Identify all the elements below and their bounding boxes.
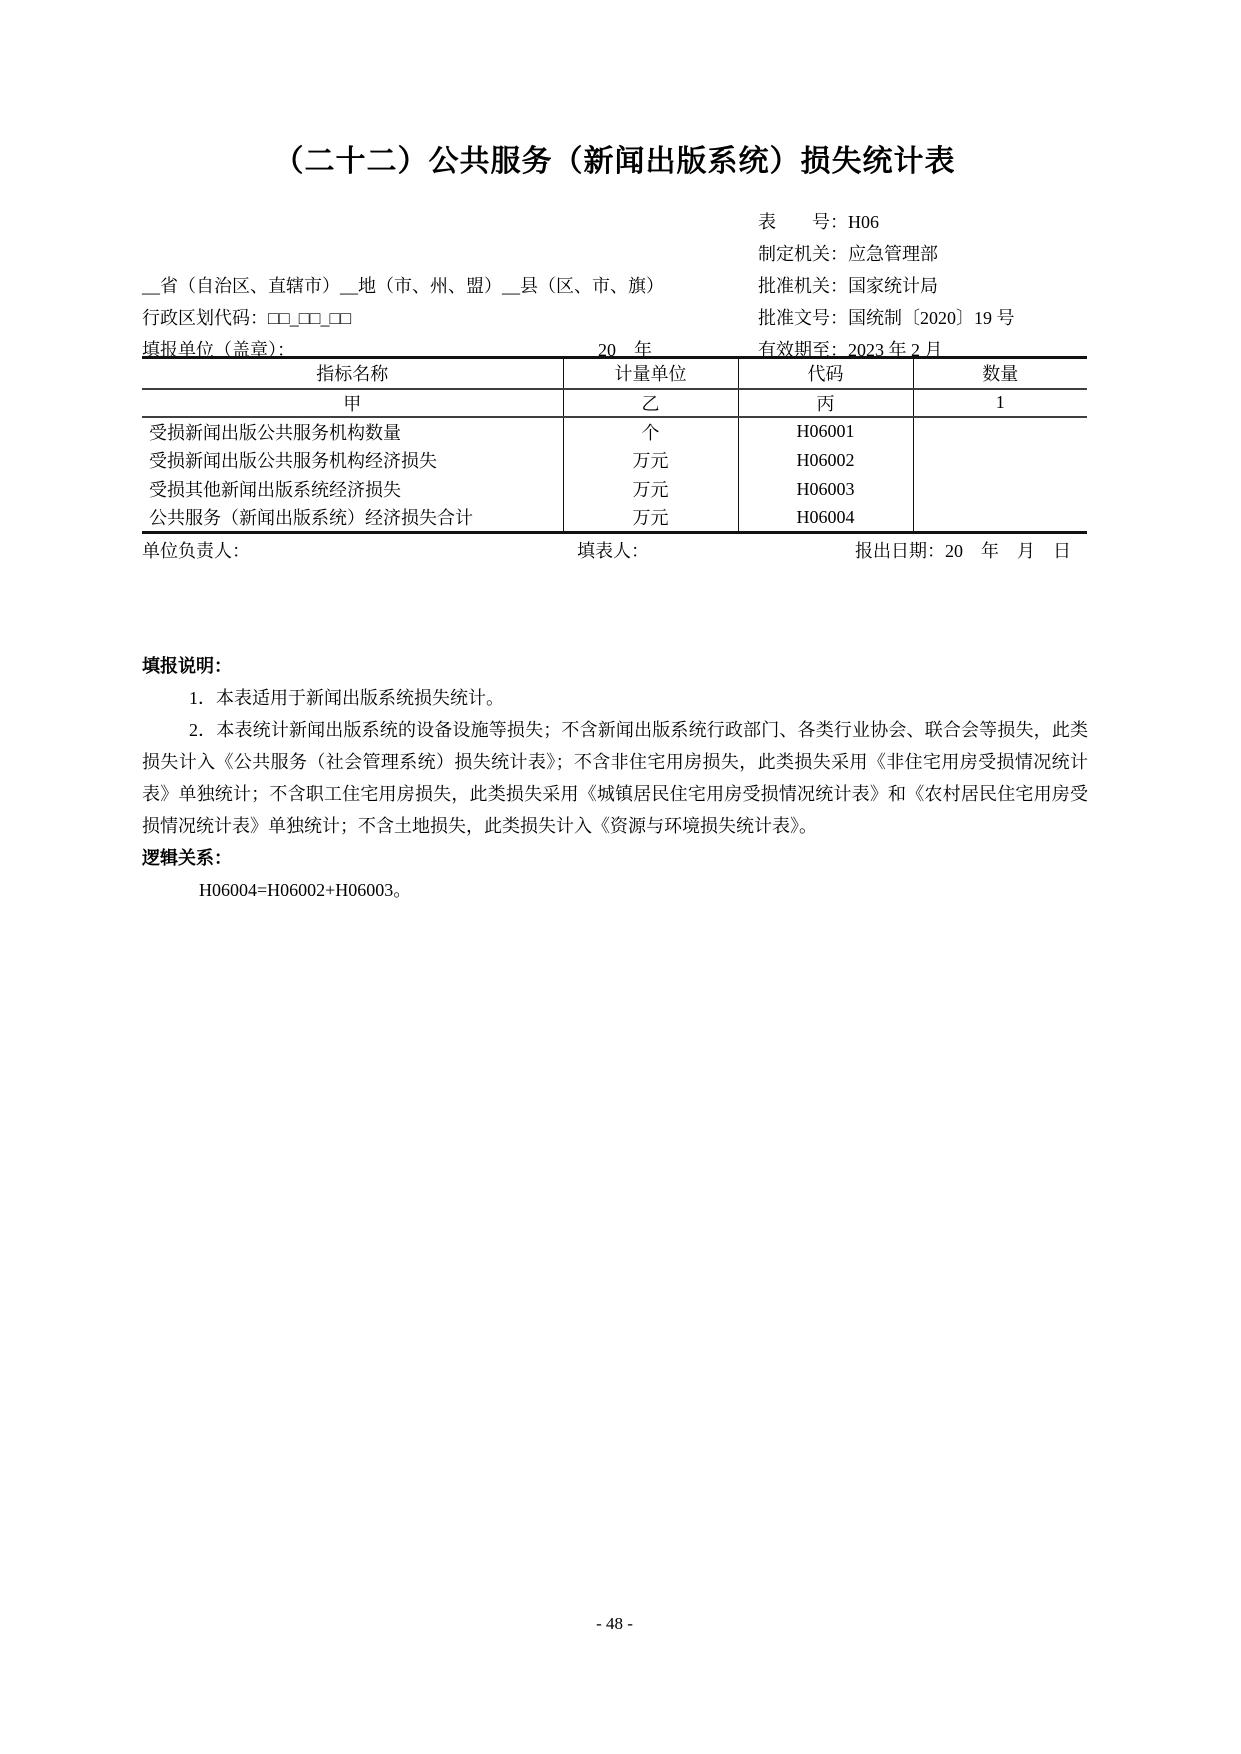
indicator-code: H06001	[738, 417, 913, 446]
subheader-jia: 甲	[142, 389, 563, 417]
table-subheader-row	[142, 389, 1087, 417]
subheader-yi: 乙	[563, 389, 738, 417]
quantity-cell	[913, 475, 1087, 504]
indicator-code: H06003	[738, 475, 913, 504]
table-header-row	[142, 358, 1087, 389]
reporting-unit-label: 填报单位（盖章）：	[142, 340, 295, 360]
indicator-unit: 万元	[563, 446, 738, 475]
report-date-label: 报出日期：20 年 月 日	[855, 541, 1071, 561]
loss-statistics-table	[142, 356, 1087, 534]
indicator-name: 受损新闻出版公共服务机构数量	[142, 417, 563, 446]
indicator-unit: 万元	[563, 504, 738, 533]
table-signature-row	[142, 537, 1087, 559]
table-row	[142, 475, 1087, 504]
instruction-item-1: 1．本表适用于新闻出版系统损失统计。	[189, 688, 504, 708]
admin-code-line: 行政区划代码：□□_□□_□□	[142, 308, 352, 328]
quantity-cell	[913, 504, 1087, 533]
col-header-quantity: 数量	[982, 364, 1019, 385]
instruction-item-2: 2．本表统计新闻出版系统的设备设施等损失；不含新闻出版系统行政部门、各类行业协会、联合会等损失，此类损失计入《公共服务（社会管理系统）损失统计表》；不含非住宅用房损失，此类损失采用《非住宅用房受损情况统计表》单独统计；不含职工住宅用房损失，此类损失采用《城镇居民住宅用房受损情况统计表》和《农村居民住宅用房受损情况统计表》单独统计；不含土地损失，此类损失计入《资源与环境损失统计表》。	[142, 720, 1088, 836]
col-header-unit: 计量单位	[563, 358, 738, 389]
unit-responsible-label: 单位负责人：	[142, 541, 250, 561]
table-row	[142, 504, 1087, 533]
indicator-unit: 万元	[563, 475, 738, 504]
form-maker-line: 制定机关：应急管理部	[758, 244, 938, 264]
indicator-code: H06002	[738, 446, 913, 475]
indicator-name: 受损其他新闻出版系统经济损失	[142, 475, 563, 504]
indicator-unit: 个	[563, 417, 738, 446]
table-row	[142, 446, 1087, 475]
page-number: - 48 -	[596, 1614, 633, 1633]
subheader-1: 1	[995, 392, 1005, 412]
indicator-name: 公共服务（新闻出版系统）经济损失合计	[142, 504, 563, 533]
logic-relation-formula: H06004=H06002+H06003。	[199, 880, 412, 900]
logic-relation-heading: 逻辑关系：	[142, 848, 232, 868]
form-number-line: 表 号：H06	[758, 212, 879, 232]
instructions-heading: 填报说明：	[142, 656, 232, 676]
form-meta-right	[758, 206, 1015, 366]
table-row	[142, 417, 1087, 446]
form-filler-label: 填表人：	[577, 541, 649, 561]
col-header-indicator: 指标名称	[142, 358, 563, 389]
form-title: （二十二）公共服务（新闻出版系统）损失统计表	[273, 145, 956, 178]
form-valid-until-line: 有效期至：2023 年 2 月	[758, 340, 943, 360]
indicator-code: H06004	[738, 504, 913, 533]
report-year-blank: 20 年	[598, 340, 652, 360]
subheader-bing: 丙	[738, 389, 913, 417]
indicator-name: 受损新闻出版公共服务机构经济损失	[142, 446, 563, 475]
quantity-cell	[913, 446, 1087, 475]
form-doc-number-line: 批准文号：国统制〔2020〕19 号	[758, 308, 1015, 328]
col-header-code: 代码	[738, 358, 913, 389]
form-approver-line: 批准机关：国家统计局	[758, 276, 938, 296]
form-meta-left	[142, 270, 664, 366]
region-blank-line: __省（自治区、直辖市）__地（市、州、盟）__县（区、市、旗）	[142, 276, 664, 296]
filling-instructions	[142, 650, 1088, 906]
quantity-cell	[913, 417, 1087, 446]
